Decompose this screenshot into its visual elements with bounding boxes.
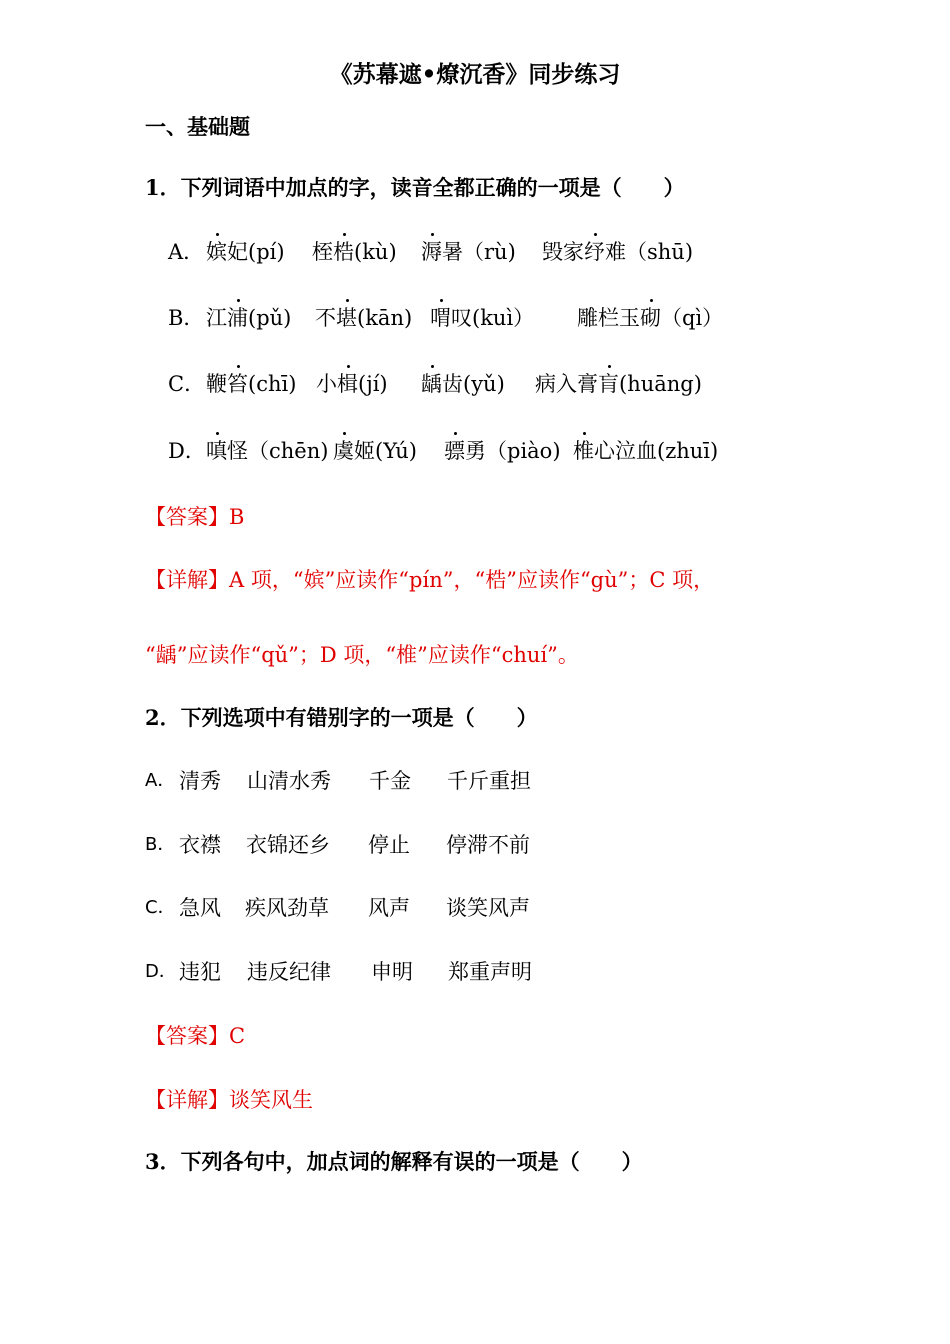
option-item: 违犯 xyxy=(179,960,221,984)
option-label: B． xyxy=(168,306,205,330)
option-item: 龋齿(yǔ) xyxy=(421,369,505,399)
option-item: 衣锦还乡 xyxy=(246,833,330,857)
option-item: 雕栏玉砌（qì） xyxy=(577,303,723,333)
q2-explanation: 【详解】谈笑风生 xyxy=(145,1088,313,1112)
option-item: 江浦(pǔ) xyxy=(206,303,291,333)
option-item: 停滞不前 xyxy=(446,833,530,857)
option-item: 申明 xyxy=(371,960,413,984)
option-label: D． xyxy=(145,961,177,982)
q3-stem: 3．下列各句中，加点词的解释有误的一项是（ ） xyxy=(145,1149,643,1174)
option-item: 椎心泣血(zhuī) xyxy=(573,436,718,466)
option-item: 不堪(kān) xyxy=(315,303,412,333)
option-item: 违反纪律 xyxy=(247,960,331,984)
q2-answer: 【答案】C xyxy=(145,1024,246,1048)
option-item: 衣襟 xyxy=(179,833,221,857)
option-item: 风声 xyxy=(368,896,410,920)
q1-explanation-line-1: 【详解】A 项，“嫔”应读作“pín”，“梏”应读作“gù”；C 项， xyxy=(145,568,715,592)
option-item: 山清水秀 xyxy=(247,769,331,793)
option-item: 喟叹(kuì） xyxy=(430,303,534,333)
option-label: B． xyxy=(145,834,176,855)
option-item: 嗔怪（chēn) xyxy=(206,436,328,466)
option-item: 嫔妃(pí) xyxy=(206,237,285,267)
option-label: C． xyxy=(168,372,206,396)
option-item: 千斤重担 xyxy=(447,769,531,793)
option-item: 谈笑风声 xyxy=(446,896,530,920)
option-item: 溽暑（rù) xyxy=(421,237,516,267)
option-label: A． xyxy=(168,240,205,264)
q1-stem: 1．下列词语中加点的字，读音全都正确的一项是（ ） xyxy=(145,175,685,200)
q1-answer: 【答案】B xyxy=(145,505,245,529)
option-item: 鞭笞(chī) xyxy=(206,369,296,399)
option-label: C． xyxy=(145,897,176,918)
option-item: 毁家纾难（shū) xyxy=(542,237,693,267)
option-item: 停止 xyxy=(368,833,410,857)
option-item: 病入膏肓(huāng) xyxy=(535,369,702,399)
document-title: 《苏幕遮•燎沉香》同步练习 xyxy=(329,61,621,88)
option-item: 桎梏(kù) xyxy=(312,237,397,267)
option-item: 虞姬(Yú) xyxy=(333,436,417,466)
option-label: D． xyxy=(168,439,206,463)
option-item: 小楫(jí) xyxy=(316,369,388,399)
section-heading: 一、基础题 xyxy=(145,114,250,139)
q2-stem: 2．下列选项中有错别字的一项是（ ） xyxy=(145,705,538,730)
option-item: 疾风劲草 xyxy=(245,896,329,920)
option-item: 郑重声明 xyxy=(448,960,532,984)
option-item: 千金 xyxy=(369,769,411,793)
option-item: 清秀 xyxy=(179,769,221,793)
q1-explanation-line-2: “龋”应读作“qǔ”；D 项，“椎”应读作“chuí”。 xyxy=(145,643,579,667)
option-item: 骠勇（piào) xyxy=(444,436,561,466)
option-item: 急风 xyxy=(179,896,221,920)
option-label: A． xyxy=(145,770,176,791)
